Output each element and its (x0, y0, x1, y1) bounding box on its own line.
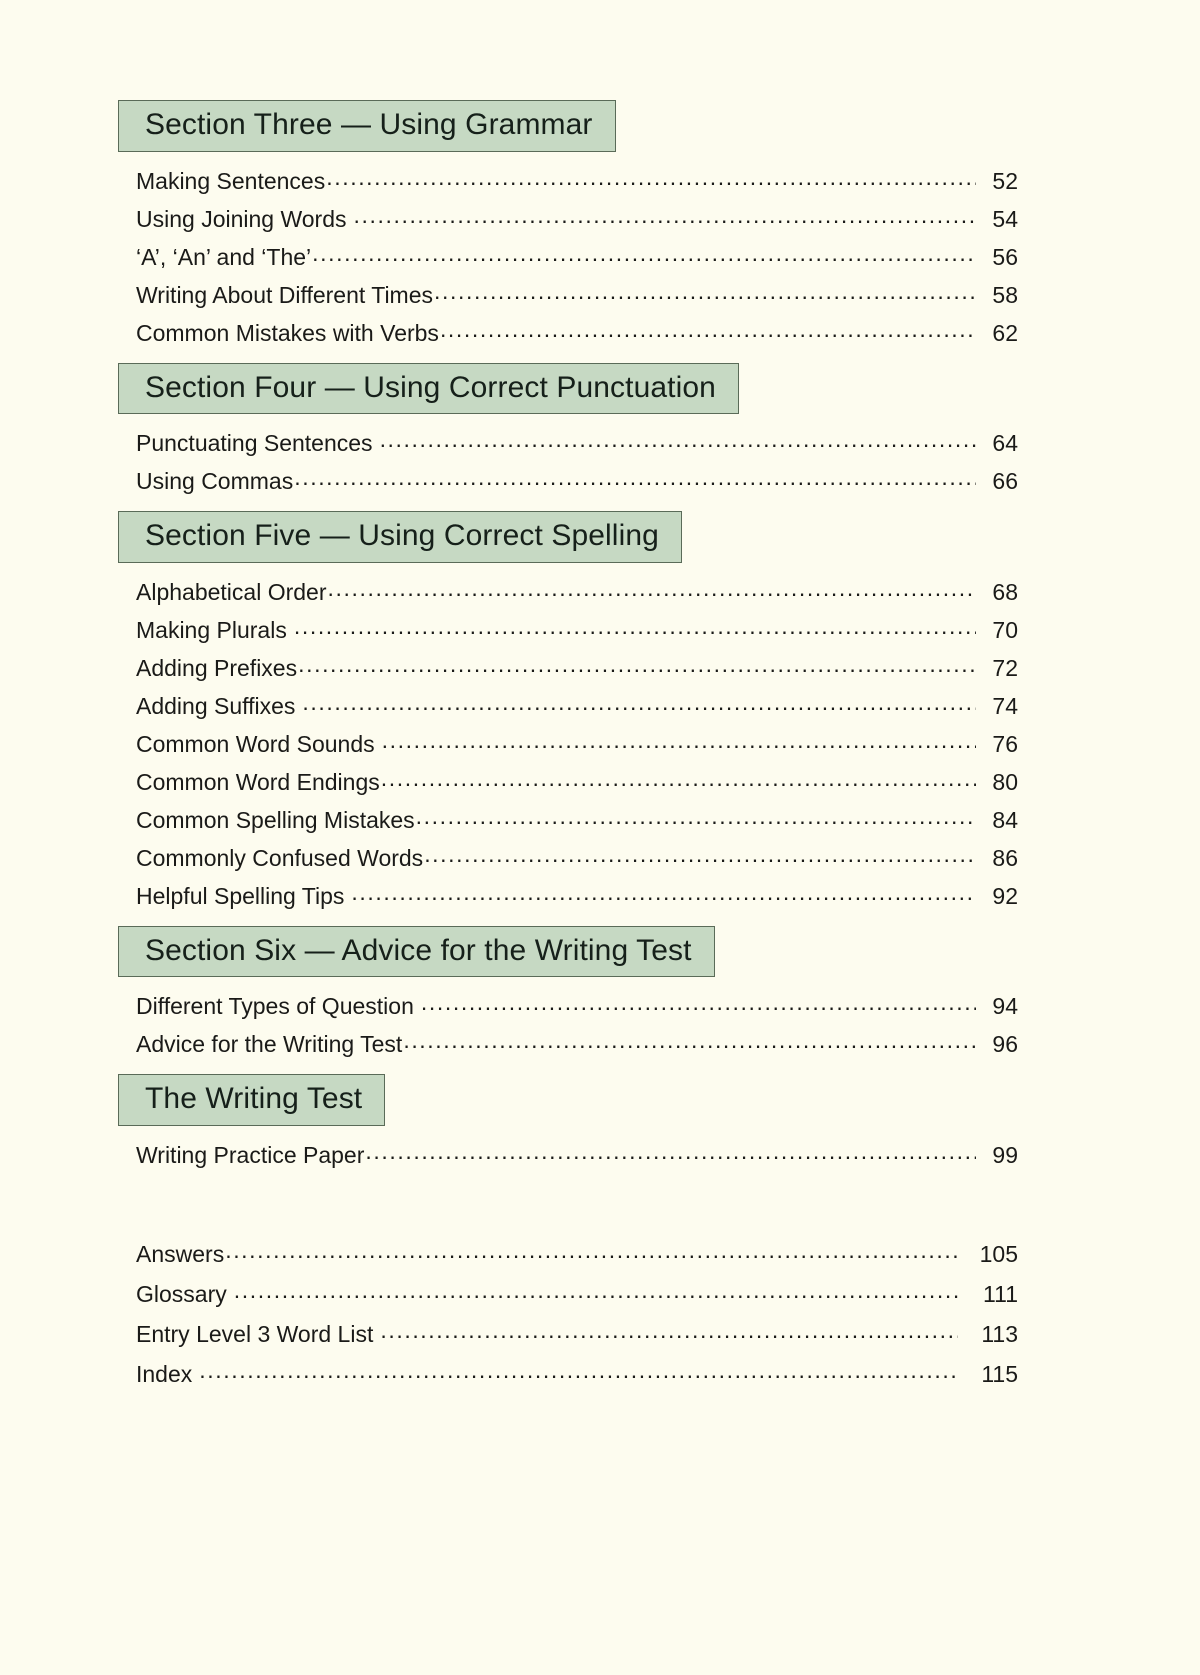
section-heading-five: Section Five — Using Correct Spelling (118, 511, 682, 563)
toc-entry[interactable] (118, 653, 1018, 680)
toc-entry-title: Common Spelling Mistakes (136, 806, 415, 833)
toc-entry[interactable] (118, 991, 1018, 1018)
toc-entry[interactable] (118, 166, 1018, 193)
section-heading-three: Section Three — Using Grammar (118, 100, 616, 152)
toc-entry[interactable] (118, 843, 1018, 870)
toc-entry[interactable] (118, 1140, 1018, 1167)
toc-entry[interactable] (118, 881, 1018, 908)
dot-leader (440, 318, 976, 341)
toc-entry-title: Entry Level 3 Word List (136, 1320, 374, 1347)
section-heading-six: Section Six — Advice for the Writing Test (118, 926, 715, 978)
toc-entry[interactable] (118, 1239, 1018, 1266)
toc-entry-title: Helpful Spelling Tips (136, 882, 345, 909)
toc-section-group (118, 100, 1018, 345)
toc-entry[interactable] (118, 691, 1018, 718)
toc-entry[interactable] (118, 242, 1018, 269)
dot-leader (294, 466, 976, 489)
toc-entry-page: 80 (992, 768, 1018, 795)
backmatter-group (118, 1239, 1018, 1386)
toc-entry-list (118, 1140, 1018, 1167)
toc-entry[interactable] (118, 204, 1018, 231)
toc-entry[interactable] (118, 318, 1018, 345)
backmatter-entry-list (118, 1239, 1018, 1386)
toc-entry-title: Common Mistakes with Verbs (136, 319, 439, 346)
toc-entry-title: Index (136, 1360, 193, 1387)
dot-leader (302, 691, 976, 714)
toc-entry-page: 54 (992, 205, 1018, 232)
toc-entry-title: Adding Prefixes (136, 654, 298, 681)
toc-entry-page: 86 (992, 844, 1018, 871)
dot-leader (328, 577, 977, 600)
toc-entry-title: Common Word Endings (136, 768, 380, 795)
dot-leader (354, 204, 976, 227)
toc-entry-page: 92 (992, 882, 1018, 909)
toc-entry-page: 52 (992, 167, 1018, 194)
toc-section-group (118, 363, 1018, 494)
toc-entry-title: Punctuating Sentences (136, 430, 373, 457)
toc-entry[interactable] (118, 428, 1018, 455)
toc-entry-title: Answers (136, 1240, 225, 1267)
dot-leader (312, 242, 976, 265)
toc-entry[interactable] (118, 1319, 1018, 1346)
dot-leader (199, 1359, 958, 1382)
toc-entry-page: 70 (992, 616, 1018, 643)
toc-entry-page: 68 (992, 578, 1018, 605)
dot-leader (326, 166, 976, 189)
toc-entry[interactable] (118, 1279, 1018, 1306)
dot-leader (434, 280, 976, 303)
toc-entry-page: 72 (992, 654, 1018, 681)
toc-entry-title: Glossary (136, 1280, 227, 1307)
toc-entry-page: 74 (992, 692, 1018, 719)
toc-entry-title: Common Word Sounds (136, 730, 375, 757)
toc-entry-page: 76 (992, 730, 1018, 757)
toc-entry-title: Using Joining Words (136, 205, 347, 232)
toc-entry-page: 105 (979, 1240, 1018, 1267)
toc-entry-page: 96 (992, 1031, 1018, 1058)
toc-section-group (118, 1074, 1018, 1167)
toc-entry-title: Adding Suffixes (136, 692, 296, 719)
toc-entry-title: Different Types of Question (136, 993, 414, 1020)
dot-leader (298, 653, 976, 676)
toc-entry-list (118, 166, 1018, 345)
toc-entry[interactable] (118, 729, 1018, 756)
toc-entry-page: 84 (992, 806, 1018, 833)
dot-leader (234, 1279, 958, 1302)
dot-leader (351, 881, 976, 904)
toc-entry-title: Making Plurals (136, 616, 287, 643)
toc-entry[interactable] (118, 767, 1018, 794)
toc-section-group (118, 926, 1018, 1057)
dot-leader (424, 843, 976, 866)
toc-entry-title: Writing Practice Paper (136, 1141, 365, 1168)
toc-entry[interactable] (118, 1029, 1018, 1056)
toc-entry-page: 62 (992, 319, 1018, 346)
toc-entry-page: 58 (992, 281, 1018, 308)
dot-leader (421, 991, 976, 1014)
toc-entry-page: 94 (992, 993, 1018, 1020)
toc-entry-list (118, 428, 1018, 493)
dot-leader (380, 428, 976, 451)
dot-leader (365, 1140, 976, 1163)
toc-entry-page: 64 (992, 430, 1018, 457)
dot-leader (225, 1239, 958, 1262)
dot-leader (403, 1029, 976, 1052)
toc-entry-title: Advice for the Writing Test (136, 1031, 403, 1058)
dot-leader (381, 767, 976, 790)
section-heading-four: Section Four — Using Correct Punctuation (118, 363, 739, 415)
dot-leader (294, 615, 976, 638)
toc-entry[interactable] (118, 466, 1018, 493)
toc-entry[interactable] (118, 1359, 1018, 1386)
toc-entry-title: ‘A’, ‘An’ and ‘The’ (136, 243, 312, 270)
toc-entry[interactable] (118, 805, 1018, 832)
dot-leader (382, 729, 976, 752)
toc-entry[interactable] (118, 615, 1018, 642)
toc-entry-title: Alphabetical Order (136, 578, 327, 605)
section-heading-writing-test: The Writing Test (118, 1074, 385, 1126)
toc-entry-page: 66 (992, 468, 1018, 495)
toc-entry-page: 99 (992, 1141, 1018, 1168)
toc-entry-page: 56 (992, 243, 1018, 270)
toc-entry-title: Making Sentences (136, 167, 326, 194)
toc-entry-title: Using Commas (136, 468, 294, 495)
toc-content (118, 100, 1018, 1399)
toc-entry-page: 113 (981, 1320, 1018, 1347)
toc-section-group (118, 511, 1018, 908)
toc-entry[interactable] (118, 577, 1018, 604)
dot-leader (416, 805, 976, 828)
toc-entry-list (118, 577, 1018, 908)
toc-entry-title: Writing About Different Times (136, 281, 434, 308)
toc-entry-list (118, 991, 1018, 1056)
toc-entry-page: 111 (983, 1280, 1018, 1307)
toc-entry[interactable] (118, 280, 1018, 307)
toc-entry-title: Commonly Confused Words (136, 844, 424, 871)
toc-entry-page: 115 (981, 1360, 1018, 1387)
dot-leader (380, 1319, 958, 1342)
